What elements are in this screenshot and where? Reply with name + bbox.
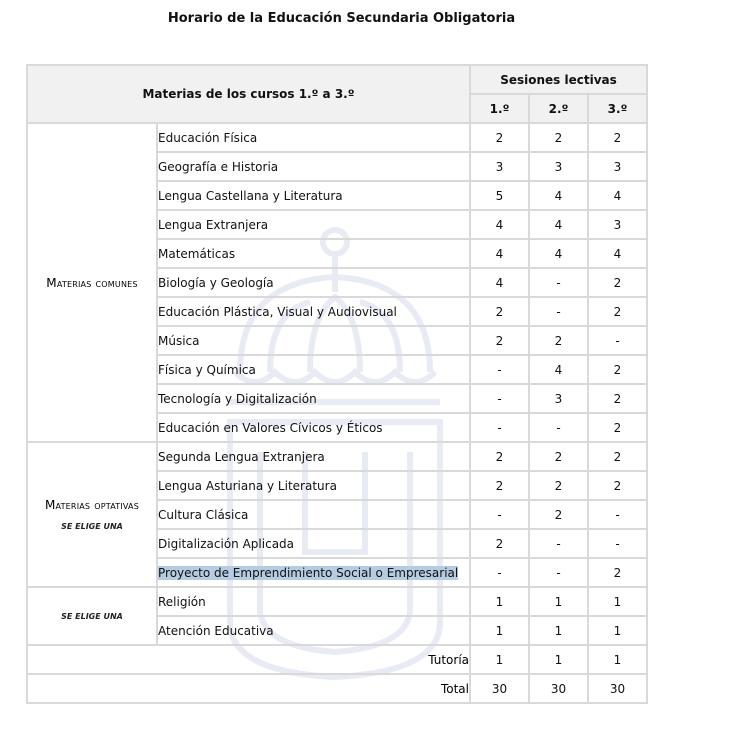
subject-name: Educación Física: [158, 130, 258, 145]
sessions-year-1: -: [470, 355, 529, 384]
group-label: Materias optativas: [44, 498, 140, 512]
sessions-year-2: 2: [529, 123, 588, 152]
sessions-year-2: 4: [529, 210, 588, 239]
sessions-year-3: 2: [588, 442, 647, 471]
subject-cell: [157, 326, 470, 355]
sessions-year-1: 2: [470, 326, 529, 355]
subject-cell: [157, 268, 470, 297]
sessions-year-2: -: [529, 297, 588, 326]
sessions-year-2: 2: [529, 500, 588, 529]
subject-name: Lengua Extranjera: [158, 217, 269, 232]
sessions-year-1: -: [470, 413, 529, 442]
subject-cell: [157, 587, 470, 616]
subject-name: Segunda Lengua Extranjera: [158, 449, 325, 464]
subject-cell: [157, 471, 470, 500]
footer-year-2: 1: [529, 645, 588, 674]
subject-cell: [157, 355, 470, 384]
subject-cell: [157, 442, 470, 471]
subject-name: Música: [158, 333, 200, 348]
subject-cell: [157, 500, 470, 529]
sessions-year-3: 2: [588, 413, 647, 442]
schedule-table: [26, 64, 648, 704]
sessions-year-1: -: [470, 500, 529, 529]
sessions-year-3: -: [588, 500, 647, 529]
sessions-year-2: 2: [529, 471, 588, 500]
footer-year-2: 30: [529, 674, 588, 703]
subject-name: Proyecto de Emprendimiento Social o Empresarial: [158, 565, 459, 580]
sessions-year-1: 4: [470, 239, 529, 268]
sessions-year-2: -: [529, 558, 588, 587]
footer-label: Tutoría: [27, 645, 470, 674]
subject-cell: [157, 181, 470, 210]
sessions-year-1: 2: [470, 297, 529, 326]
subject-name: Biología y Geología: [158, 275, 274, 290]
subject-cell: [157, 413, 470, 442]
sessions-year-3: 3: [588, 152, 647, 181]
table-row: [27, 442, 647, 471]
sessions-year-1: 2: [470, 123, 529, 152]
subject-name: Tecnología y Digitalización: [158, 391, 317, 406]
sessions-year-2: 2: [529, 442, 588, 471]
subject-name: Física y Química: [158, 362, 256, 377]
subject-name: Educación Plástica, Visual y Audiovisual: [158, 304, 397, 319]
subject-name: Matemáticas: [158, 246, 236, 261]
sessions-year-2: -: [529, 413, 588, 442]
sessions-year-1: -: [470, 558, 529, 587]
subject-cell: [157, 239, 470, 268]
subject-cell: [157, 616, 470, 645]
sessions-year-3: 2: [588, 123, 647, 152]
sessions-year-2: 3: [529, 152, 588, 181]
sessions-year-3: 4: [588, 239, 647, 268]
subject-name: Digitalización Aplicada: [158, 536, 295, 551]
year-3-header: 3.º: [588, 94, 647, 123]
sessions-year-3: 2: [588, 558, 647, 587]
sessions-year-3: 2: [588, 384, 647, 413]
table-row: [27, 587, 647, 616]
subject-name: Religión: [158, 594, 206, 609]
footer-year-3: 1: [588, 645, 647, 674]
sessions-year-2: -: [529, 268, 588, 297]
schedule-body: [27, 123, 647, 703]
footer-row: [27, 674, 647, 703]
subject-name: Educación en Valores Cívicos y Éticos: [158, 420, 383, 435]
subject-cell: [157, 558, 470, 587]
sessions-year-1: 3: [470, 152, 529, 181]
sessions-year-2: 2: [529, 326, 588, 355]
year-1-header: 1.º: [470, 94, 529, 123]
sessions-year-1: 1: [470, 616, 529, 645]
group-label-cell: [27, 587, 157, 645]
subject-name: Cultura Clásica: [158, 507, 249, 522]
page-title: Horario de la Educación Secundaria Obligatoria: [167, 11, 516, 26]
subject-name: Geografía e Historia: [158, 159, 279, 174]
sessions-year-2: -: [529, 529, 588, 558]
sessions-year-3: -: [588, 529, 647, 558]
sessions-year-1: 4: [470, 268, 529, 297]
sessions-year-2: 4: [529, 181, 588, 210]
sessions-year-1: 5: [470, 181, 529, 210]
subject-cell: [157, 210, 470, 239]
footer-row: [27, 645, 647, 674]
sessions-year-2: 3: [529, 384, 588, 413]
footer-year-1: 1: [470, 645, 529, 674]
table-row: [27, 123, 647, 152]
sessions-year-1: 2: [470, 471, 529, 500]
sessions-column-header: Sesiones lectivas: [470, 65, 647, 94]
sessions-year-3: 2: [588, 355, 647, 384]
sessions-year-3: -: [588, 326, 647, 355]
subject-cell: [157, 123, 470, 152]
sessions-year-2: 4: [529, 239, 588, 268]
subject-cell: [157, 152, 470, 181]
subject-name: Lengua Asturiana y Literatura: [158, 478, 337, 493]
subject-name: Lengua Castellana y Literatura: [158, 188, 343, 203]
group-label-cell: [27, 123, 157, 442]
footer-year-3: 30: [588, 674, 647, 703]
sessions-year-2: 4: [529, 355, 588, 384]
sessions-year-3: 2: [588, 297, 647, 326]
subject-cell: [157, 384, 470, 413]
sessions-year-1: 1: [470, 587, 529, 616]
group-sublabel: SE ELIGE UNA: [61, 522, 123, 531]
footer-label: Total: [27, 674, 470, 703]
sessions-year-3: 1: [588, 616, 647, 645]
sessions-year-2: 1: [529, 587, 588, 616]
group-label-cell: [27, 442, 157, 587]
sessions-year-3: 2: [588, 268, 647, 297]
sessions-year-1: 2: [470, 442, 529, 471]
group-sublabel: SE ELIGE UNA: [61, 611, 123, 621]
sessions-year-1: 2: [470, 529, 529, 558]
subject-cell: [157, 529, 470, 558]
sessions-year-3: 4: [588, 181, 647, 210]
sessions-year-3: 2: [588, 471, 647, 500]
year-2-header: 2.º: [529, 94, 588, 123]
footer-year-1: 30: [470, 674, 529, 703]
sessions-year-1: -: [470, 384, 529, 413]
subjects-column-header: Materias de los cursos 1.º a 3.º: [27, 65, 470, 123]
sessions-year-3: 1: [588, 587, 647, 616]
sessions-year-3: 3: [588, 210, 647, 239]
subject-cell: [157, 297, 470, 326]
sessions-year-2: 1: [529, 616, 588, 645]
subject-name: Atención Educativa: [158, 623, 274, 638]
sessions-year-1: 4: [470, 210, 529, 239]
group-label: Materias comunes: [46, 275, 138, 290]
